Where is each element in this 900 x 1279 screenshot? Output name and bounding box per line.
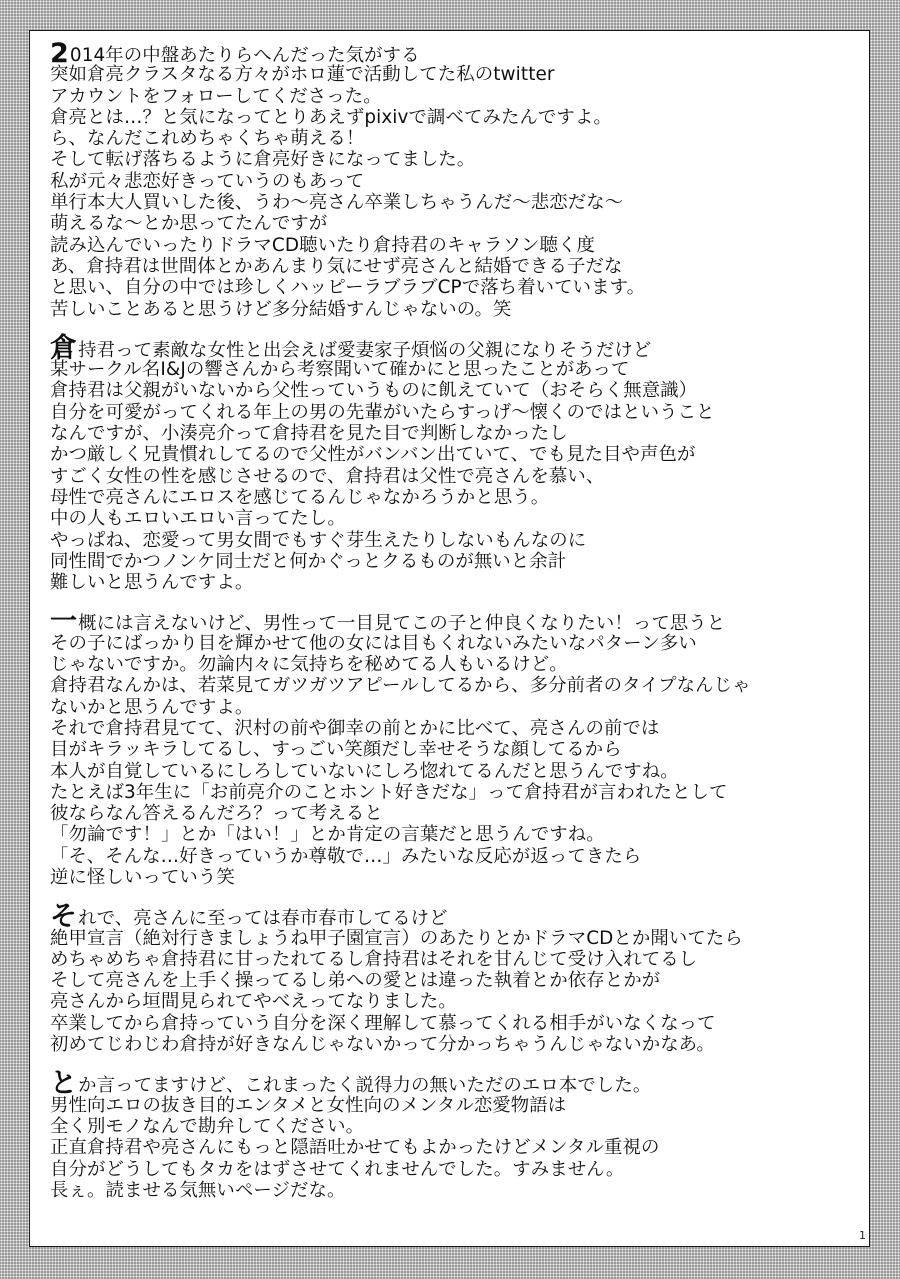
text-line: 倉持君は父親がいないから父性っていうものに飢えていて（おそらく無意識）: [50, 380, 698, 402]
text-line: 逆に怪しいっていう笑: [50, 866, 235, 888]
text-line: そして転げ落ちるように倉亮好きになってました。: [50, 149, 476, 171]
text-line: そして亮さんを上手く操ってるし弟への愛とは違った執着とか依存とかが: [50, 970, 661, 992]
paragraph-5: [50, 1068, 862, 1201]
line-text: 持君って素敵な女性と出会えば愛妻家子煩悩の父親になりそうだけど: [78, 339, 652, 361]
text-line: ないかと思うんですよ。: [50, 696, 254, 718]
drop-cap: 一: [50, 606, 78, 638]
text-line: あ、倉持君は世間体とかあんまり気にせず亮さんと結婚できる子だな: [50, 255, 623, 277]
text-line: じゃないですか。勿論内々に気持ちを秘めてる人もいるけど。: [50, 654, 568, 676]
text-line: 絶甲宣言（絶対行きましょうね甲子園宣言）のあたりとかドラマCDとか聞いてたら: [50, 927, 743, 949]
text-line: 苦しいことあると思うけど多分結婚すんじゃないの。笑: [50, 298, 512, 320]
line-text: 概には言えないけど、男性って一目見てこの子と仲良くなりたい！って思うと: [78, 613, 726, 635]
text-line: 長ぇ。読ませる気無いページだな。: [50, 1179, 346, 1201]
text-line: めちゃめちゃ倉持君に甘ったれてるし倉持君はそれを甘んじて受け入れてるし: [50, 948, 698, 970]
text-line: 単行本大人買いした後、うわ～亮さん卒業しちゃうんだ～悲恋だな～: [50, 192, 624, 214]
text-line: 某サークル名I&Jの響さんから考察聞いて確かにと思ったことがあって: [50, 359, 630, 381]
paragraph-1: [50, 38, 862, 320]
text-line: 倉持君なんかは、若菜見てガツガツアピールしてるから、多分前者のタイプなんじゃ: [50, 675, 751, 697]
text-line: その子にばっかり目を輝かせて他の女には目もくれないみたいなパターン多い: [50, 632, 697, 654]
text-line: かつ厳しく兄貴慣れしてるので父性がバンバン出ていて、でも見た目や声色が: [50, 444, 696, 466]
text-line: 「勿論です！」とか「はい！」とか肯定の言葉だと思うんですね。: [50, 824, 605, 846]
drop-cap: 倉: [50, 332, 78, 364]
paragraph-first-line: [50, 1068, 862, 1100]
text-line: 亮さんから垣間見られてやべえってなりました。: [50, 991, 457, 1013]
text-line: 読み込んでいったりドラマCD聴いたり倉持君のキャラソン聴く度: [50, 234, 595, 256]
line-text: れで、亮さんに至っては春市春市してるけど: [78, 908, 448, 930]
text-line: 本人が自覚しているにしろしていないにしろ惚れてるんだと思うんですね。: [50, 760, 679, 782]
page-number: 1: [859, 1229, 866, 1242]
text-line: 正直倉持君や亮さんにもっと隠語吐かせてもよかったけどメンタル重視の: [50, 1137, 660, 1159]
text-line: 母性で亮さんにエロスを感じてるんじゃなかろうかと思う。: [50, 486, 550, 508]
text-line: 難しいと思うんですよ。: [50, 572, 254, 594]
paragraph-first-line: [50, 332, 862, 364]
line-text: か言ってますけど、これまったく説得力の無いただのエロ本でした。: [78, 1075, 652, 1097]
afterword-page: [29, 30, 870, 1247]
text-line: 自分がどうしてもタカをはずさせてくれませんでした。すみません。: [50, 1158, 625, 1180]
text-line: 初めてじわじわ倉持が好きなんじゃないかって分かっちゃうんじゃないかなあ。: [50, 1034, 715, 1056]
line-text: 014年の中盤あたりらへんだった気がする: [69, 45, 420, 66]
text-line: 彼ならなん答えるんだろ？って考えると: [50, 803, 383, 825]
text-line: 自分を可愛がってくれる年上の男の先輩がいたらすっげ～懐くのではということ: [50, 401, 715, 423]
text-line: 中の人もエロいエロい言ってたし。: [50, 508, 346, 530]
paragraph-first-line: [50, 606, 862, 638]
drop-cap: と: [50, 1068, 78, 1100]
afterword-text: [50, 38, 862, 1201]
text-line: 全く別モノなんで勘弁してください。: [50, 1115, 365, 1137]
text-line: 倉亮とは…？と気になってとりあえずpixivで調べてみたんですよ。: [50, 106, 612, 128]
text-line: 目がキラッキラしてるし、すっごい笑顔だし幸せそうな顔してるから: [50, 739, 622, 761]
text-line: たとえば3年生に「お前亮介のことホント好きだな」って倉持君が言われたとして: [50, 781, 728, 803]
text-line: と思い、自分の中では珍しくハッピーラブラブCPで落ち着いています。: [50, 277, 646, 299]
paragraph-3: [50, 606, 862, 888]
text-line: なんですが、小湊亮介って倉持君を見た目で判断しなかったし: [50, 423, 568, 445]
text-line: すごく女性の性を感じさせるので、倉持君は父性で亮さんを慕い、: [50, 465, 605, 487]
text-line: 同性間でかつノンケ同士だと何かぐっとクるものが無いと余計: [50, 550, 567, 572]
text-line: アカウントをフォローしてくださった。: [50, 85, 382, 107]
text-line: ら、なんだこれめちゃくちゃ萌える！: [50, 128, 365, 150]
text-line: やっぱね、恋愛って男女間でもすぐ芽生えたりしないもんなのに: [50, 529, 587, 551]
text-line: 私が元々悲恋好きっていうのもあって: [50, 170, 365, 192]
paragraph-2: [50, 332, 862, 594]
paragraph-first-line: [50, 38, 862, 69]
text-line: 萌えるな～とか思ってたんですが: [50, 213, 328, 235]
text-line: 突如倉亮クラスタなる方々がホロ蓮で活動してた私のtwitter: [50, 64, 555, 86]
paragraph-4: [50, 901, 862, 1056]
text-line: 卒業してから倉持っていう自分を深く理解して慕ってくれる相手がいなくなって: [50, 1012, 716, 1034]
paragraph-first-line: [50, 901, 862, 933]
drop-cap: そ: [50, 901, 78, 933]
text-line: 「そ、そんな…好きっていうか尊敬で…」みたいな反応が返ってきたら: [50, 845, 642, 867]
drop-cap: 2: [50, 38, 69, 69]
text-line: それで倉持君見てて、沢村の前や御幸の前とかに比べて、亮さんの前では: [50, 717, 660, 739]
text-line: 男性向エロの抜き目的エンタメと女性向のメンタル恋愛物語は: [50, 1094, 567, 1116]
